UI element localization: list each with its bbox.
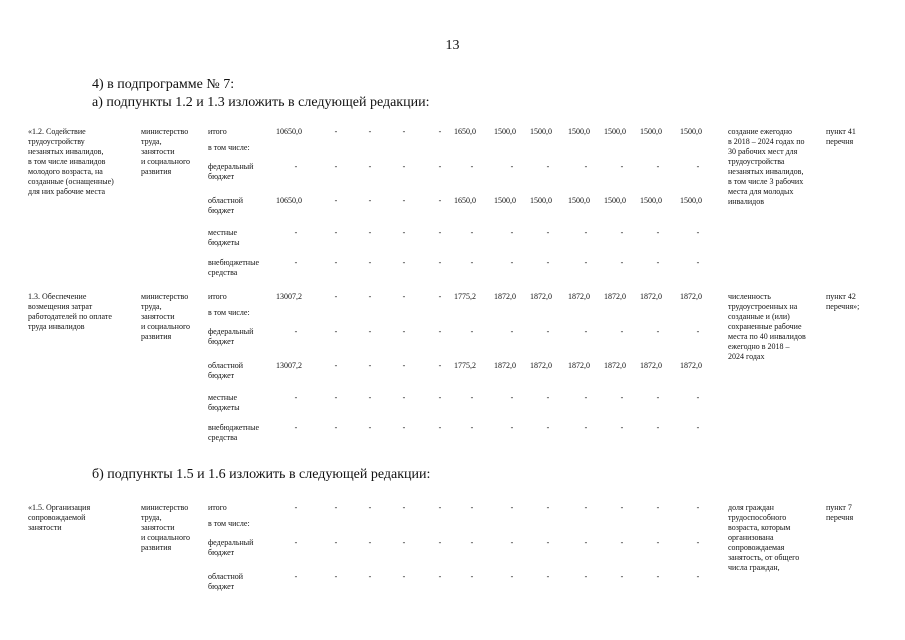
empty-cell: - (510, 423, 514, 432)
empty-cell: - (334, 127, 338, 136)
empty-cell: - (368, 393, 372, 402)
empty-cell: - (334, 538, 338, 547)
year-value: 1775,2 (454, 292, 476, 301)
empty-cell: - (620, 572, 624, 581)
funding-source-label: в том числе: (208, 143, 250, 152)
empty-cell: - (334, 327, 338, 336)
total-value: 13007,2 (276, 292, 302, 301)
empty-cell: - (470, 393, 474, 402)
year-value: 1872,0 (604, 292, 626, 301)
empty-cell: - (438, 162, 442, 171)
executor: министерство труда, занятости и социального развития (141, 127, 191, 176)
empty-cell: - (656, 258, 660, 267)
funding-source-label: внебюджетные средства (208, 423, 259, 442)
empty-cell: - (402, 393, 406, 402)
empty-cell: - (438, 327, 442, 336)
empty-cell: - (334, 162, 338, 171)
measure-name: «1.2. Содействие трудоустройству незанятых инвалидов, в том числе инвалидов молодого возраста, на созданные (оснащенные) для них рабочие места (28, 127, 114, 196)
empty-cell: - (656, 162, 660, 171)
empty-cell: - (334, 361, 338, 370)
empty-cell: - (368, 572, 372, 581)
empty-cell: - (294, 228, 298, 237)
empty-cell: - (470, 423, 474, 432)
program-reference: пункт 41 перечня (826, 127, 856, 146)
empty-cell: - (546, 538, 550, 547)
empty-cell: - (546, 258, 550, 267)
empty-cell: - (294, 327, 298, 336)
empty-cell: - (402, 327, 406, 336)
empty-cell: - (546, 327, 550, 336)
page-number: 13 (445, 38, 460, 53)
empty-cell: - (620, 503, 624, 512)
empty-cell: - (368, 423, 372, 432)
empty-cell: - (294, 162, 298, 171)
program-reference: пункт 42 перечня»; (826, 292, 860, 311)
year-value: 1872,0 (494, 292, 516, 301)
empty-cell: - (510, 572, 514, 581)
empty-cell: - (368, 361, 372, 370)
year-value: 1872,0 (640, 361, 662, 370)
year-value: 1500,0 (530, 127, 552, 136)
subprogram-heading: 4) в подпрограмме № 7: (92, 77, 235, 92)
empty-cell: - (584, 228, 588, 237)
empty-cell: - (402, 196, 406, 205)
empty-cell: - (620, 162, 624, 171)
empty-cell: - (620, 258, 624, 267)
year-value: 1872,0 (604, 361, 626, 370)
empty-cell: - (696, 503, 700, 512)
empty-cell: - (656, 228, 660, 237)
empty-cell: - (696, 162, 700, 171)
empty-cell: - (584, 423, 588, 432)
empty-cell: - (438, 258, 442, 267)
year-value: 1500,0 (604, 196, 626, 205)
funding-source-label: областной бюджет (208, 196, 244, 215)
funding-source-label: федеральный бюджет (208, 538, 254, 557)
empty-cell: - (438, 196, 442, 205)
funding-source-label: итого (208, 503, 227, 512)
empty-cell: - (696, 538, 700, 547)
empty-cell: - (510, 327, 514, 336)
year-value: 1872,0 (680, 361, 702, 370)
year-value: 1500,0 (530, 196, 552, 205)
empty-cell: - (470, 503, 474, 512)
empty-cell: - (368, 258, 372, 267)
empty-cell: - (656, 423, 660, 432)
funding-source-label: итого (208, 127, 227, 136)
empty-cell: - (470, 327, 474, 336)
empty-cell: - (510, 228, 514, 237)
empty-cell: - (546, 503, 550, 512)
total-value: 13007,2 (276, 361, 302, 370)
empty-cell: - (294, 572, 298, 581)
empty-cell: - (294, 503, 298, 512)
expected-result: численность трудоустроенных на созданные и (или) сохраненные рабочие места по 40 инвалидов ежегодно в 2018 – 2024 годах (728, 292, 806, 361)
empty-cell: - (510, 503, 514, 512)
empty-cell: - (438, 228, 442, 237)
empty-cell: - (438, 127, 442, 136)
funding-source-label: внебюджетные средства (208, 258, 259, 277)
funding-source-label: в том числе: (208, 519, 250, 528)
empty-cell: - (402, 538, 406, 547)
year-value: 1872,0 (680, 292, 702, 301)
empty-cell: - (656, 572, 660, 581)
empty-cell: - (696, 393, 700, 402)
empty-cell: - (546, 423, 550, 432)
empty-cell: - (368, 327, 372, 336)
empty-cell: - (438, 361, 442, 370)
empty-cell: - (696, 228, 700, 237)
total-value: 10650,0 (276, 196, 302, 205)
year-value: 1650,0 (454, 196, 476, 205)
empty-cell: - (656, 538, 660, 547)
funding-source-label: итого (208, 292, 227, 301)
year-value: 1872,0 (568, 292, 590, 301)
year-value: 1500,0 (494, 196, 516, 205)
year-value: 1775,2 (454, 361, 476, 370)
executor: министерство труда, занятости и социального развития (141, 292, 191, 341)
empty-cell: - (402, 127, 406, 136)
empty-cell: - (584, 327, 588, 336)
empty-cell: - (656, 393, 660, 402)
empty-cell: - (438, 393, 442, 402)
empty-cell: - (696, 572, 700, 581)
empty-cell: - (438, 572, 442, 581)
section-a-heading: а) подпункты 1.2 и 1.3 изложить в следующей редакции: (92, 95, 430, 110)
funding-source-label: федеральный бюджет (208, 327, 254, 346)
empty-cell: - (368, 292, 372, 301)
empty-cell: - (402, 572, 406, 581)
empty-cell: - (438, 423, 442, 432)
year-value: 1650,0 (454, 127, 476, 136)
expected-result: доля граждан трудоспособного возраста, которым организована сопровождаемая занятость, от общего числа граждан, (728, 503, 800, 572)
empty-cell: - (334, 393, 338, 402)
empty-cell: - (656, 327, 660, 336)
funding-source-label: местные бюджеты (208, 228, 240, 247)
empty-cell: - (402, 503, 406, 512)
empty-cell: - (402, 423, 406, 432)
empty-cell: - (470, 162, 474, 171)
empty-cell: - (470, 572, 474, 581)
year-value: 1872,0 (494, 361, 516, 370)
funding-source-label: федеральный бюджет (208, 162, 254, 181)
empty-cell: - (470, 258, 474, 267)
empty-cell: - (334, 196, 338, 205)
empty-cell: - (368, 503, 372, 512)
empty-cell: - (620, 393, 624, 402)
empty-cell: - (584, 393, 588, 402)
year-value: 1872,0 (530, 292, 552, 301)
empty-cell: - (368, 228, 372, 237)
measure-name: 1.3. Обеспечение возмещения затрат работодателей по оплате труда инвалидов (28, 292, 112, 331)
empty-cell: - (510, 162, 514, 171)
empty-cell: - (696, 258, 700, 267)
empty-cell: - (546, 393, 550, 402)
empty-cell: - (584, 572, 588, 581)
empty-cell: - (334, 258, 338, 267)
year-value: 1500,0 (568, 127, 590, 136)
empty-cell: - (402, 258, 406, 267)
empty-cell: - (402, 162, 406, 171)
empty-cell: - (368, 162, 372, 171)
empty-cell: - (334, 423, 338, 432)
empty-cell: - (368, 538, 372, 547)
year-value: 1500,0 (568, 196, 590, 205)
empty-cell: - (546, 162, 550, 171)
empty-cell: - (546, 228, 550, 237)
empty-cell: - (294, 423, 298, 432)
empty-cell: - (294, 538, 298, 547)
empty-cell: - (620, 423, 624, 432)
empty-cell: - (334, 503, 338, 512)
year-value: 1872,0 (640, 292, 662, 301)
empty-cell: - (510, 393, 514, 402)
empty-cell: - (584, 258, 588, 267)
section-b-heading: б) подпункты 1.5 и 1.6 изложить в следующей редакции: (92, 467, 431, 482)
empty-cell: - (620, 538, 624, 547)
empty-cell: - (294, 258, 298, 267)
empty-cell: - (438, 503, 442, 512)
program-reference: пункт 7 перечня (826, 503, 854, 522)
funding-source-label: областной бюджет (208, 361, 244, 380)
empty-cell: - (584, 538, 588, 547)
empty-cell: - (438, 292, 442, 301)
empty-cell: - (696, 327, 700, 336)
empty-cell: - (402, 228, 406, 237)
empty-cell: - (546, 572, 550, 581)
empty-cell: - (584, 503, 588, 512)
empty-cell: - (584, 162, 588, 171)
funding-source-label: местные бюджеты (208, 393, 240, 412)
empty-cell: - (470, 228, 474, 237)
year-value: 1500,0 (640, 196, 662, 205)
total-value: 10650,0 (276, 127, 302, 136)
empty-cell: - (402, 292, 406, 301)
year-value: 1500,0 (680, 127, 702, 136)
empty-cell: - (368, 196, 372, 205)
empty-cell: - (438, 538, 442, 547)
year-value: 1500,0 (680, 196, 702, 205)
empty-cell: - (510, 538, 514, 547)
empty-cell: - (368, 127, 372, 136)
empty-cell: - (294, 393, 298, 402)
empty-cell: - (656, 503, 660, 512)
empty-cell: - (334, 228, 338, 237)
year-value: 1500,0 (640, 127, 662, 136)
empty-cell: - (334, 292, 338, 301)
measure-name: «1.5. Организация сопровождаемой занятости (28, 503, 91, 532)
year-value: 1500,0 (604, 127, 626, 136)
empty-cell: - (510, 258, 514, 267)
empty-cell: - (334, 572, 338, 581)
year-value: 1500,0 (494, 127, 516, 136)
empty-cell: - (470, 538, 474, 547)
empty-cell: - (620, 327, 624, 336)
expected-result: создание ежегодно в 2018 – 2024 годах по 30 рабочих мест для трудоустройства незанятых инвалидов, в том числе 3 рабочих места для молодых инвалидов (728, 127, 805, 206)
funding-source-label: областной бюджет (208, 572, 244, 591)
empty-cell: - (696, 423, 700, 432)
year-value: 1872,0 (568, 361, 590, 370)
year-value: 1872,0 (530, 361, 552, 370)
empty-cell: - (402, 361, 406, 370)
empty-cell: - (620, 228, 624, 237)
executor: министерство труда, занятости и социального развития (141, 503, 191, 552)
funding-source-label: в том числе: (208, 308, 250, 317)
